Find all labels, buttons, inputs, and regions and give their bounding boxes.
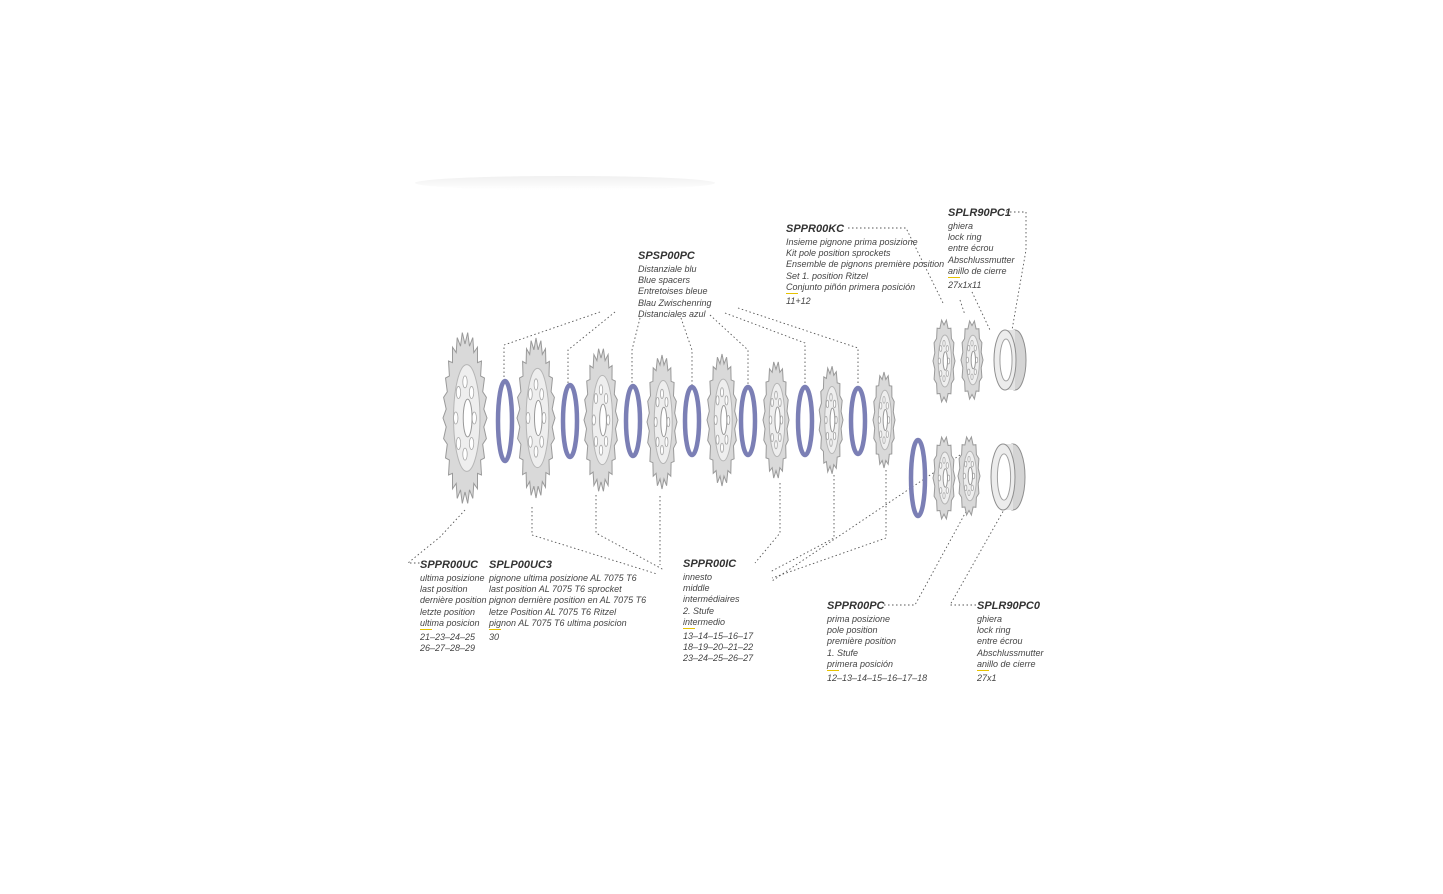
desc-fr: entre écrou [948, 243, 994, 254]
label-lock-ring-1 [948, 207, 1015, 291]
size-line: 13–14–15–16–17 [683, 631, 754, 642]
leader-line [725, 313, 805, 385]
desc-en: last position AL 7075 T6 sprocket [489, 584, 622, 595]
blue-spacer [741, 387, 755, 455]
leader-line [738, 308, 858, 384]
desc-fr: Entretoises bleue [638, 286, 708, 297]
blue-spacer [911, 440, 925, 516]
leader-line [681, 318, 692, 385]
desc-it: pignone ultima posizione AL 7075 T6 [489, 573, 637, 583]
size-list [420, 631, 487, 654]
size-line: 27x1 [977, 673, 997, 684]
leader-line [772, 470, 886, 578]
part-code: SPPR00KC [786, 223, 845, 235]
label-pole [827, 600, 927, 684]
sprocket-kit-pole [961, 321, 983, 399]
desc-fr: dernière position [420, 595, 487, 606]
desc-it: ghiera [977, 614, 1003, 624]
desc-de: Blau Zwischenring [638, 297, 712, 308]
size-line: 18–19–20–21–22 [683, 642, 754, 653]
desc-es: primera posición [827, 658, 894, 669]
size-list [827, 672, 927, 684]
desc-de: Abschlussmutter [948, 254, 1015, 265]
leader-line [950, 508, 1005, 605]
size-line: 30 [489, 632, 500, 643]
desc-it: ghiera [948, 221, 974, 231]
desc-es: pignon AL 7075 T6 ultima posicion [489, 617, 627, 628]
sprocket-pole [958, 437, 980, 515]
sprocket-kit-pole [933, 320, 955, 402]
size-list [786, 295, 944, 307]
leader-line [960, 300, 965, 315]
blue-spacer [685, 387, 699, 455]
sprocket-middle [873, 372, 895, 468]
desc-it: ultima posizione [420, 573, 485, 583]
part-code: SPSP00PC [638, 250, 695, 262]
sprocket-middle [763, 362, 789, 478]
part-code: SPLR90PC0 [977, 600, 1040, 612]
desc-en: lock ring [977, 625, 1011, 636]
desc-fr: première position [827, 636, 897, 647]
sprocket-middle [647, 355, 677, 489]
blue-spacer [626, 386, 640, 456]
leader-line [755, 483, 780, 563]
desc-it: Insieme pignone prima posizione [786, 237, 918, 247]
desc-es: ultima posicion [420, 617, 480, 628]
desc-fr: Ensemble de pignons première position [786, 259, 945, 270]
size-list [977, 672, 1044, 684]
desc-de: 2. Stufe [683, 605, 715, 616]
part-code: SPPR00PC [827, 600, 885, 612]
desc-fr: entre écrou [977, 636, 1023, 647]
label-last-alu [489, 559, 646, 643]
desc-de: Abschlussmutter [977, 647, 1044, 658]
blue-spacer [498, 381, 512, 461]
label-kit-pole [786, 223, 944, 307]
size-line: 27x1x11 [948, 280, 982, 291]
sprocket-middle [819, 366, 843, 474]
desc-en: lock ring [948, 232, 982, 243]
desc-en: Blue spacers [638, 275, 691, 286]
label-last-position [420, 559, 487, 654]
desc-de: letze Position AL 7075 T6 Ritzel [489, 606, 617, 617]
desc-en: last position [420, 584, 468, 595]
size-line: 11+12 [786, 296, 811, 307]
desc-de: 1. Stufe [827, 647, 859, 658]
desc-es: intermedio [683, 616, 726, 627]
size-list [948, 279, 1015, 291]
part-code: SPPR00IC [683, 558, 737, 570]
desc-it: prima posizione [827, 614, 891, 624]
desc-es: anillo de cierre [948, 265, 1007, 276]
sprocket-pole [933, 437, 955, 519]
leader-line [504, 312, 600, 378]
label-middle [683, 558, 753, 665]
size-line: 12–13–14–15–16–17–18 [827, 673, 928, 684]
blue-spacer [798, 387, 812, 455]
blue-spacer [563, 385, 577, 457]
desc-en: pole position [827, 625, 878, 636]
desc-fr: pignon dernière position en AL 7075 T6 [489, 595, 647, 606]
label-lock-ring-0 [977, 600, 1044, 684]
leader-line [884, 508, 968, 605]
size-line: 21–23–24–25 [420, 632, 476, 643]
size-list [489, 631, 646, 643]
desc-en: Kit pole position sprockets [786, 248, 891, 259]
size-line: 23–24–25–26–27 [683, 653, 754, 664]
sprocket-middle [584, 349, 618, 492]
blue-spacer [851, 388, 865, 454]
leader-line [772, 455, 960, 581]
part-code: SPLP00UC3 [489, 559, 552, 571]
desc-it: Distanziale blu [638, 264, 697, 274]
desc-it: innesto [683, 572, 713, 582]
desc-de: letzte position [420, 606, 476, 617]
part-code: SPPR00UC [420, 559, 479, 571]
desc-de: Set 1. position Ritzel [786, 270, 869, 281]
parts [443, 320, 1026, 519]
leader-line [408, 510, 465, 563]
desc-fr: intermédiaires [683, 594, 740, 605]
desc-en: middle [683, 583, 710, 594]
part-code: SPLR90PC1 [948, 207, 1011, 219]
size-list [683, 630, 753, 665]
lock-ring-0 [991, 444, 1025, 510]
lock-ring-1 [994, 330, 1026, 390]
size-line: 26–27–28–29 [420, 643, 476, 654]
label-spacers [638, 250, 712, 320]
sprocket-last-position [443, 333, 487, 504]
desc-es: Conjunto piñón primera posición [786, 281, 916, 292]
sprocket-last-alu [517, 338, 555, 498]
desc-es: Distanciales azul [638, 308, 706, 319]
desc-es: anillo de cierre [977, 658, 1036, 669]
sprocket-middle [707, 354, 737, 486]
leader-line [632, 318, 640, 383]
